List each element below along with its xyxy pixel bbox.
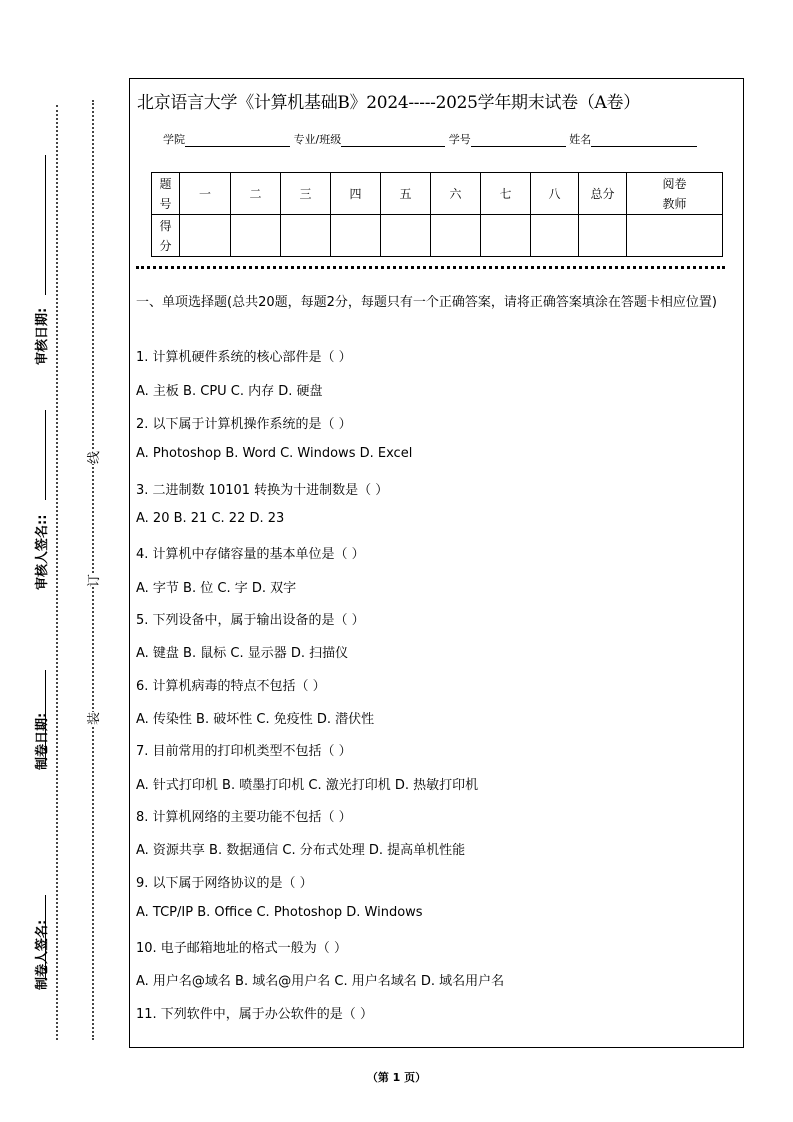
signature-line-review-date (45, 155, 46, 295)
score-header-5: 五 (381, 173, 431, 215)
name-label: 姓名 (569, 133, 592, 146)
section-heading: 一、单项选择题(总共20题，每题2分，每题只有一个正确答案，请将正确答案填涂在答题卡相应位置) (136, 295, 717, 310)
reviewer-signature-label: 审核人签名:: (35, 514, 50, 590)
review-date-label: 审核日期: (35, 307, 50, 365)
score-cell[interactable] (431, 215, 481, 257)
preparer-signature-label: 制卷人签名: (35, 919, 50, 990)
question-7: 7. 目前常用的打印机类型不包括（ ） (136, 744, 352, 759)
options-6: A. 传染性 B. 破坏性 C. 免疫性 D. 潜伏性 (136, 712, 375, 727)
score-header-7: 七 (481, 173, 531, 215)
exam-title: 北京语言大学《计算机基础B》2024-----2025学年期末试卷（A卷） (137, 93, 640, 113)
question-5: 5. 下列设备中，属于输出设备的是（ ） (136, 613, 365, 628)
question-3: 3. 二进制数 10101 转换为十进制数是（ ） (136, 483, 389, 498)
student-info-row (163, 131, 697, 147)
score-header-3: 三 (281, 173, 331, 215)
options-9: A. TCP/IP B. Office C. Photoshop D. Windows (136, 905, 423, 920)
question-9: 9. 以下属于网络协议的是（ ） (136, 876, 313, 891)
score-cell[interactable] (381, 215, 431, 257)
major-class-field[interactable] (341, 134, 445, 147)
options-10: A. 用户名@域名 B. 域名@用户名 C. 用户名域名 D. 域名用户名 (136, 974, 505, 989)
student-id-label: 学号 (448, 133, 471, 146)
options-5: A. 键盘 B. 鼠标 C. 显示器 D. 扫描仪 (136, 646, 349, 661)
score-header-1: 一 (180, 173, 231, 215)
score-cell[interactable] (331, 215, 381, 257)
score-cell[interactable] (281, 215, 331, 257)
score-table (151, 172, 723, 257)
score-header-8: 八 (531, 173, 579, 215)
prepare-date-label: 制卷日期: (35, 712, 50, 770)
options-7: A. 针式打印机 B. 喷墨打印机 C. 激光打印机 D. 热敏打印机 (136, 778, 479, 793)
score-header-6: 六 (431, 173, 481, 215)
score-header-grader: 阅卷教师 (627, 173, 723, 215)
college-label: 学院 (163, 133, 185, 146)
score-cell-total[interactable] (579, 215, 627, 257)
question-6: 6. 计算机病毒的特点不包括（ ） (136, 679, 326, 694)
options-8: A. 资源共享 B. 数据通信 C. 分布式处理 D. 提高单机性能 (136, 843, 466, 858)
binding-dotted-line-inner (92, 100, 94, 1040)
score-header-2: 二 (231, 173, 281, 215)
score-cell[interactable] (180, 215, 231, 257)
question-4: 4. 计算机中存储容量的基本单位是（ ） (136, 547, 365, 562)
question-8: 8. 计算机网络的主要功能不包括（ ） (136, 810, 352, 825)
page-number: （第 1 页） (366, 1071, 427, 1084)
options-4: A. 字节 B. 位 C. 字 D. 双字 (136, 581, 297, 596)
score-header-question-no: 题号 (152, 173, 180, 215)
college-field[interactable] (185, 134, 290, 147)
cut-mark-bind: 订 (83, 574, 102, 587)
score-row-label: 得分 (152, 215, 180, 257)
name-field[interactable] (591, 134, 697, 147)
question-1: 1. 计算机硬件系统的核心部件是（ ） (136, 350, 352, 365)
question-10: 10. 电子邮箱地址的格式一般为（ ） (136, 941, 347, 956)
cut-mark-line: 线 (83, 451, 102, 464)
major-class-label: 专业/班级 (293, 133, 342, 146)
score-cell-grader[interactable] (627, 215, 723, 257)
score-cell[interactable] (231, 215, 281, 257)
question-2: 2. 以下属于计算机操作系统的是（ ） (136, 417, 352, 432)
score-header-4: 四 (331, 173, 381, 215)
options-3: A. 20 B. 21 C. 22 D. 23 (136, 511, 285, 526)
student-id-field[interactable] (471, 134, 566, 147)
options-1: A. 主板 B. CPU C. 内存 D. 硬盘 (136, 384, 323, 399)
question-11: 11. 下列软件中，属于办公软件的是（ ） (136, 1007, 373, 1022)
options-2: A. Photoshop B. Word C. Windows D. Excel (136, 446, 413, 461)
signature-line-reviewer (45, 410, 46, 500)
score-cell[interactable] (481, 215, 531, 257)
score-cell[interactable] (531, 215, 579, 257)
dotted-separator (136, 266, 725, 269)
binding-dotted-line-outer (56, 105, 58, 1040)
score-header-total: 总分 (579, 173, 627, 215)
cut-mark-pack: 装 (83, 712, 102, 725)
